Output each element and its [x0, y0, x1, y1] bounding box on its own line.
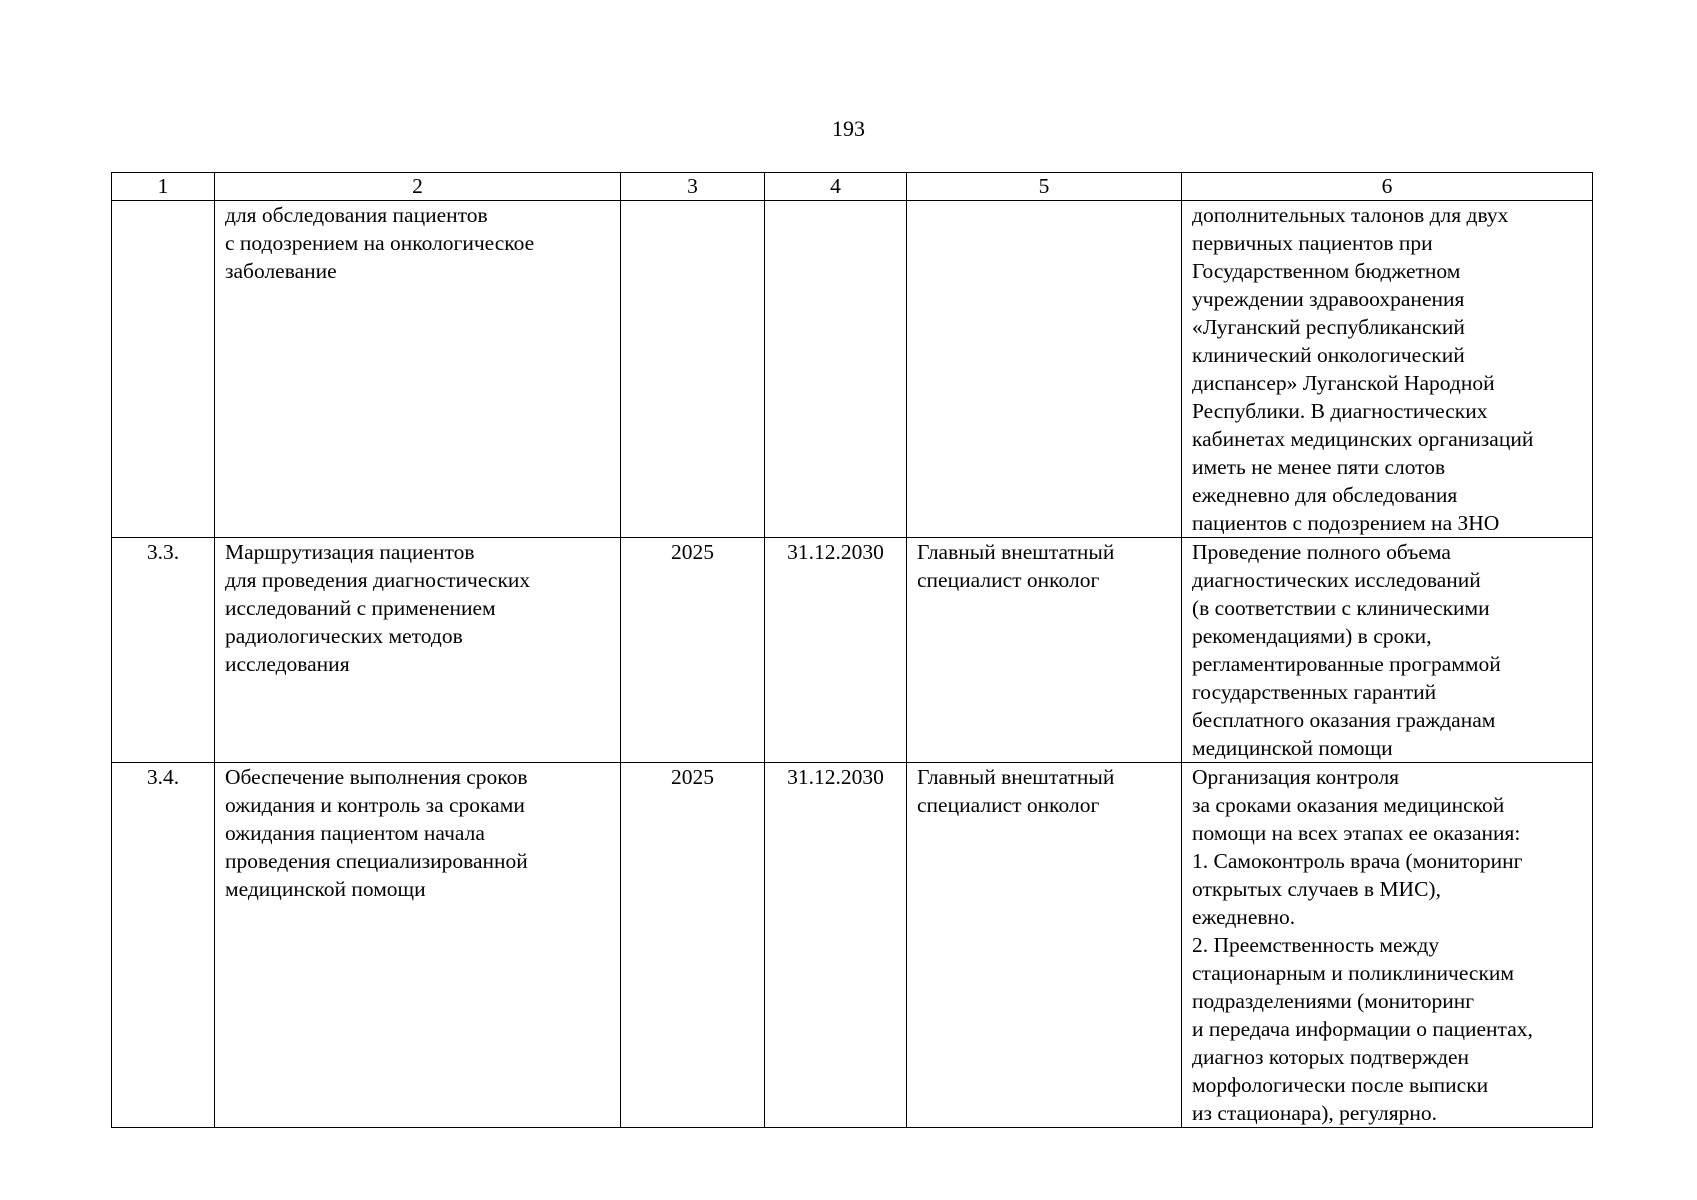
result-cell: Проведение полного объема диагностических исследований (в соответствии с клиническими рекомендациями) в сроки, регламентированные программой государственных гарантий бесплатного оказания гражданам медицинской помощи: [1182, 538, 1593, 763]
row-number-cell: 3.3.: [112, 538, 215, 763]
row-number-cell: [112, 201, 215, 538]
plan-table: [111, 172, 1593, 1128]
end-date-cell: 31.12.2030: [765, 763, 907, 1128]
column-header-4: 4: [765, 173, 907, 201]
column-header-3: 3: [621, 173, 765, 201]
result-cell: Организация контроля за сроками оказания медицинской помощи на всех этапах ее оказания: 1. Самоконтроль врача (мониторинг открытых случаев в МИС), ежедневно. 2. Преемственность между стационарным и поликлиническим подразделениями (мониторинг и передача информации о пациентах, диагноз которых подтвержден морфологически после выписки из стационара), регулярно.: [1182, 763, 1593, 1128]
activity-cell: для обследования пациентов с подозрением на онкологическое заболевание: [215, 201, 621, 538]
start-year-cell: [621, 201, 765, 538]
end-date-cell: 31.12.2030: [765, 538, 907, 763]
end-date-cell: [765, 201, 907, 538]
header-row: [112, 173, 1593, 201]
table-row: [112, 763, 1593, 1128]
column-header-5: 5: [907, 173, 1182, 201]
result-cell: дополнительных талонов для двух первичных пациентов при Государственном бюджетном учреждении здравоохранения «Луганский республиканский клинический онкологический диспансер» Луганской Народной Республики. В диагностических кабинетах медицинских организаций иметь не менее пяти слотов ежедневно для обследования пациентов с подозрением на ЗНО: [1182, 201, 1593, 538]
responsible-cell: Главный внештатный специалист онколог: [907, 538, 1182, 763]
column-header-1: 1: [112, 173, 215, 201]
row-number-cell: 3.4.: [112, 763, 215, 1128]
page-number: 193: [832, 116, 865, 141]
column-header-2: 2: [215, 173, 621, 201]
start-year-cell: 2025: [621, 538, 765, 763]
table-row: [112, 538, 1593, 763]
responsible-cell: Главный внештатный специалист онколог: [907, 763, 1182, 1128]
activity-cell: Маршрутизация пациентов для проведения диагностических исследований с применением радиологических методов исследования: [215, 538, 621, 763]
responsible-cell: [907, 201, 1182, 538]
start-year-cell: 2025: [621, 763, 765, 1128]
column-header-6: 6: [1182, 173, 1593, 201]
activity-cell: Обеспечение выполнения сроков ожидания и контроль за сроками ожидания пациентом начала проведения специализированной медицинской помощи: [215, 763, 621, 1128]
table-row: [112, 201, 1593, 538]
